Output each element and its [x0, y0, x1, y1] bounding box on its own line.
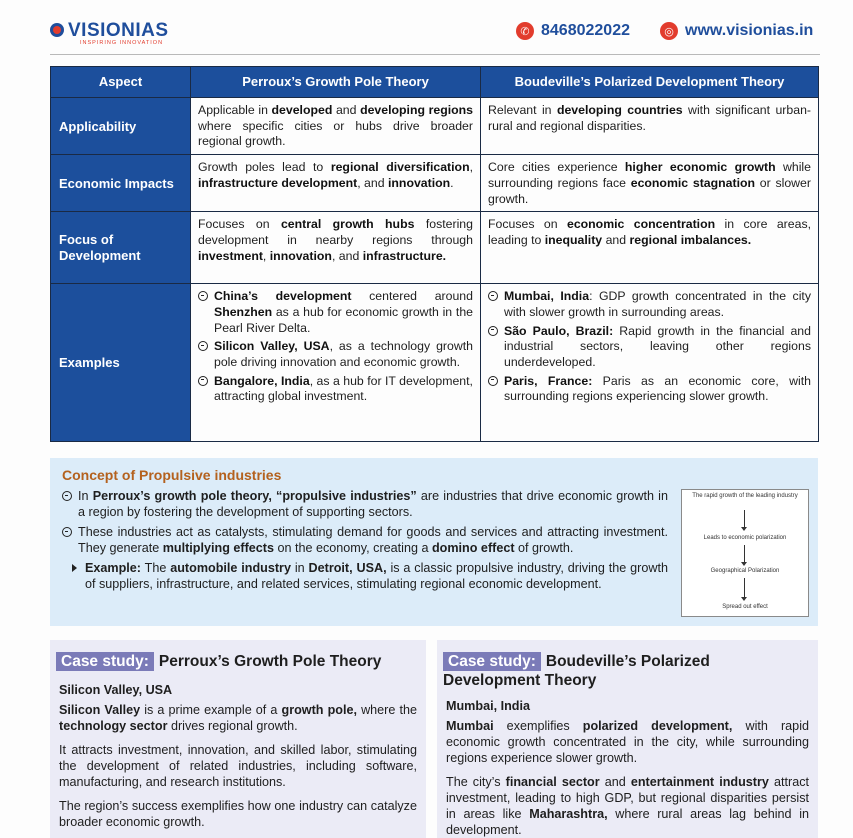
table-row — [51, 284, 819, 442]
header-divider — [50, 54, 820, 55]
case-study-heading: Case study: Boudeville’s Polarized Development Theory — [443, 653, 710, 689]
perroux-cell — [191, 284, 481, 442]
flow-connector — [744, 510, 745, 528]
list-item: Silicon Valley, USA, as a technology growth pole driving innovation and economic growth. — [198, 339, 473, 370]
arrow-down-icon — [741, 527, 747, 531]
case-paragraph: It attracts investment, innovation, and skilled labor, stimulating the development of related industries, including software, manufacturing, and research institutions. — [59, 743, 417, 789]
case-study-boudeville — [437, 640, 818, 838]
case-study-subtitle: Mumbai, India — [446, 699, 530, 713]
bullet-icon — [198, 291, 208, 301]
globe-icon: ◎ — [660, 22, 678, 40]
concept-title: Concept of Propulsive industries — [62, 467, 282, 483]
brand-logo[interactable] — [50, 18, 180, 46]
example-item: Example: The automobile industry in Detroit, USA, is a classic propulsive industry, driving the growth of suppliers, infrastructure, and related services, stimulating regional economic development. — [72, 560, 668, 592]
table-row — [51, 212, 819, 284]
case-study-tag: Case study: — [443, 652, 541, 671]
case-paragraph: The region’s success exemplifies how one industry can catalyze broader economic growth. — [59, 799, 417, 829]
flow-diagram — [681, 489, 809, 617]
boudeville-cell — [481, 284, 819, 442]
table-row — [51, 98, 819, 155]
aspect-cell: Applicability — [51, 98, 191, 155]
case-paragraph: Mumbai exemplifies polarized development, with rapid economic growth concentrated in the city, while surrounding regions experience slower growth. — [446, 719, 809, 765]
case-study-body — [446, 698, 809, 838]
list-item: Bangalore, India, as a hub for IT development, attracting global investment. — [198, 374, 473, 405]
flow-connector — [744, 545, 745, 563]
brand-name: VISIONIAS — [68, 20, 169, 41]
case-study-subtitle: Silicon Valley, USA — [59, 683, 173, 697]
header-boudeville: Boudeville’s Polarized Development Theory — [481, 67, 819, 98]
page-header — [0, 0, 853, 58]
perroux-cell: Growth poles lead to regional diversification, infrastructure development, and innovation. — [191, 155, 481, 212]
case-study-body — [59, 682, 417, 838]
aspect-cell: Economic Impacts — [51, 155, 191, 212]
boudeville-cell: Focuses on economic concentration in core areas, leading to inequality and regional imbalances. — [481, 212, 819, 284]
list-item: São Paulo, Brazil: Rapid growth in the financial and industrial sectors, leaving other regions underdeveloped. — [488, 324, 811, 371]
flow-step: The rapid growth of the leading industry — [692, 493, 798, 499]
perroux-cell: Focuses on central growth hubs fostering development in nearby regions through investment, innovation, and infrastructure. — [191, 212, 481, 284]
case-study-perroux — [50, 640, 426, 838]
flow-step: Spread out effect — [722, 604, 768, 610]
bullet-icon — [62, 527, 72, 537]
table-header-row — [51, 67, 819, 98]
comparison-table — [50, 66, 819, 442]
arrow-down-icon — [741, 562, 747, 566]
aspect-cell: Examples — [51, 284, 191, 442]
list-item: Paris, France: Paris as an economic core, with surrounding regions experiencing slower growth. — [488, 374, 811, 405]
list-item: Mumbai, India: GDP growth concentrated in the city with slower growth in surrounding areas. — [488, 289, 811, 320]
list-item: In Perroux’s growth pole theory, “propulsive industries” are industries that drive economic growth in a region by fostering the development of supporting sectors. — [62, 488, 668, 520]
bullet-icon — [198, 376, 208, 386]
aspect-cell: Focus of Development — [51, 212, 191, 284]
website-link[interactable] — [660, 22, 813, 40]
header-perroux: Perroux’s Growth Pole Theory — [191, 67, 481, 98]
table-row — [51, 155, 819, 212]
arrow-down-icon — [741, 597, 747, 601]
bullet-icon — [488, 376, 498, 386]
logo-mark-icon — [50, 23, 64, 37]
case-paragraph: The city’s financial sector and entertainment industry attract investment, leading to high GDP, but regional disparities persist in areas like Maharashtra, where rural areas lag behind in development. — [446, 775, 810, 837]
case-study-tag: Case study: — [56, 652, 154, 671]
phone-icon: ✆ — [516, 22, 534, 40]
boudeville-cell: Core cities experience higher economic growth while surrounding regions face economic stagnation or slower growth. — [481, 155, 819, 212]
list-item: China’s development centered around Shenzhen as a hub for economic growth in the Pearl River Delta. — [198, 289, 473, 336]
website-url: www.visionias.in — [685, 22, 814, 39]
flow-connector — [744, 578, 745, 598]
case-study-heading: Case study: Perroux’s Growth Pole Theory — [56, 652, 381, 671]
list-item: These industries act as catalysts, stimulating demand for goods and services and attracting investment. They generate multiplying effects on the economy, creating a domino effect of growth. — [62, 524, 668, 556]
bullet-icon — [62, 491, 72, 501]
boudeville-cell: Relevant in developing countries with significant urban-rural and regional disparities. — [481, 98, 819, 155]
bullet-icon — [198, 341, 208, 351]
phone-number: 8468022022 — [541, 22, 630, 39]
case-paragraph: Silicon Valley is a prime example of a growth pole, where the technology sector drives regional growth. — [59, 703, 417, 733]
flow-step: Geographical Polarization — [710, 568, 780, 574]
brand-tagline: INSPIRING INNOVATION — [80, 40, 164, 46]
concept-text — [62, 488, 668, 592]
bullet-icon — [488, 326, 498, 336]
phone-contact[interactable] — [516, 22, 630, 40]
header-aspect: Aspect — [51, 67, 191, 98]
flow-step: Leads to economic polarization — [703, 535, 787, 541]
triangle-bullet-icon — [72, 564, 77, 572]
perroux-cell: Applicable in developed and developing regions where specific cities or hubs drive broader regional growth. — [191, 98, 481, 155]
bullet-icon — [488, 291, 498, 301]
concept-box — [50, 458, 818, 626]
